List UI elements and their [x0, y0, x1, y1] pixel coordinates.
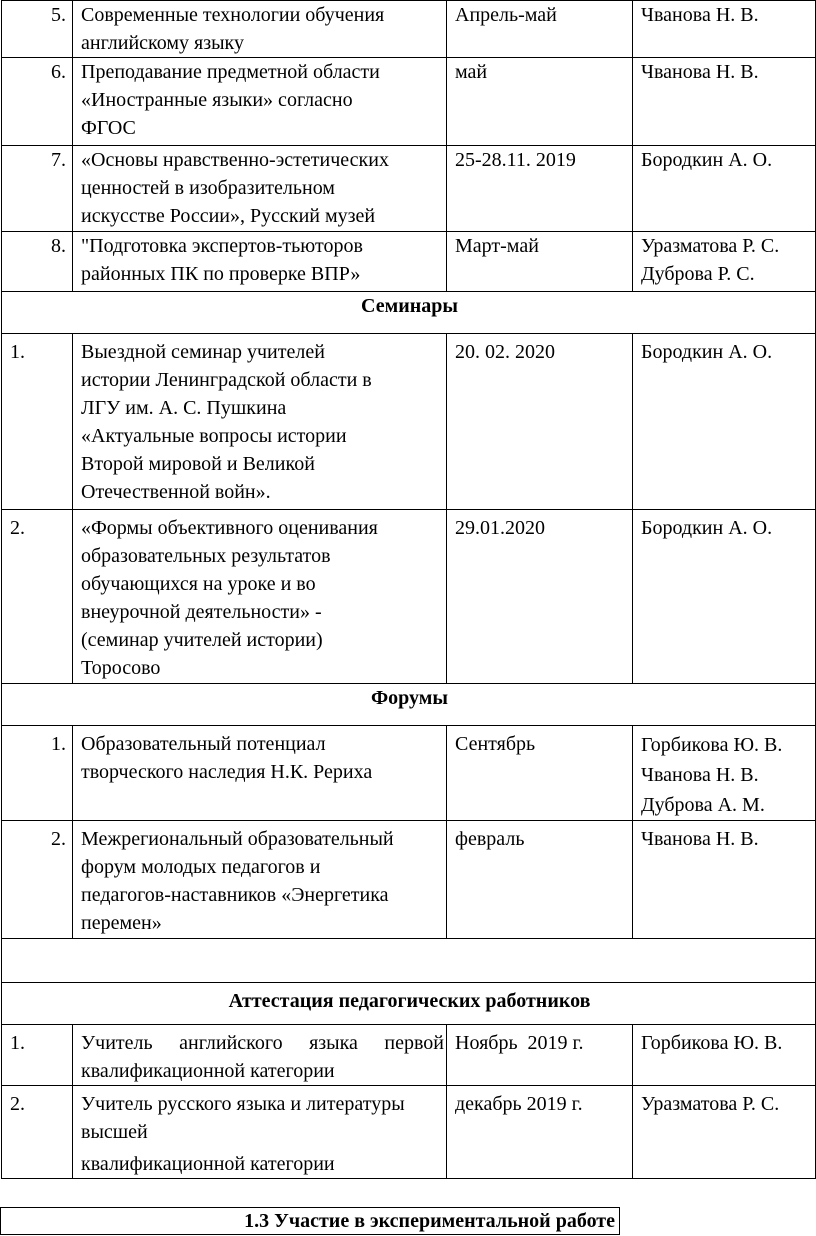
event-date: май — [447, 58, 633, 146]
event-responsible: Горбикова Ю. В. Чванова Н. В. Дуброва А. М. — [633, 726, 816, 821]
table-row — [2, 726, 816, 821]
table-row — [2, 510, 816, 684]
section-heading-row — [2, 292, 816, 334]
event-responsible: Горбикова Ю. В. — [633, 1025, 816, 1086]
event-date: 20. 02. 2020 — [447, 334, 633, 510]
section-heading-row — [2, 684, 816, 726]
events-table — [1, 0, 816, 1179]
event-title: Выездной семинар учителей истории Ленинградской области в ЛГУ им. А. С. Пушкина «Актуальные вопросы истории Второй мировой и Великой Отечественной войн». — [73, 334, 447, 510]
event-responsible: Бородкин А. О. — [633, 146, 816, 232]
event-date: Ноябрь 2019 г. — [447, 1025, 633, 1086]
row-number: 1. — [2, 726, 73, 821]
table-row — [2, 821, 816, 939]
row-number: 2. — [2, 1086, 73, 1179]
event-responsible: Чванова Н. В. — [633, 58, 816, 146]
event-title: «Основы нравственно-эстетических ценностей в изобразительном искусстве России», Русский музей — [73, 146, 447, 232]
event-title: Межрегиональный образовательный форум молодых педагогов и педагогов-наставников «Энергетика перемен» — [73, 821, 447, 939]
event-responsible: Бородкин А. О. — [633, 510, 816, 684]
event-responsible: Чванова Н. В. — [633, 821, 816, 939]
event-date: Апрель-май — [447, 1, 633, 58]
event-date: февраль — [447, 821, 633, 939]
event-title: Учитель русского языка и литературы высшей квалификационной категории — [73, 1086, 447, 1179]
event-title: «Формы объективного оценивания образовательных результатов обучающихся на уроке и во внеурочной деятельности» - (семинар учителей истории) Торосово — [73, 510, 447, 684]
row-number: 1. — [2, 334, 73, 510]
event-date: 29.01.2020 — [447, 510, 633, 684]
section-heading-attestation: Аттестация педагогических работников — [2, 983, 816, 1025]
event-responsible: Чванова Н. В. — [633, 1, 816, 58]
section-heading-forums: Форумы — [2, 684, 816, 726]
event-responsible: Уразматова Р. С. Дуброва Р. С. — [633, 232, 816, 292]
event-title: "Подготовка экспертов-тьюторов районных ПК по проверке ВПР» — [73, 232, 447, 292]
section-heading-seminars: Семинары — [2, 292, 816, 334]
row-number: 2. — [2, 510, 73, 684]
empty-cell — [2, 939, 816, 983]
table-row — [2, 1025, 816, 1086]
event-responsible: Бородкин А. О. — [633, 334, 816, 510]
event-title: Современные технологии обучения английскому языку — [73, 1, 447, 58]
row-number: 5. — [2, 1, 73, 58]
table-row — [2, 232, 816, 292]
event-responsible: Уразматова Р. С. — [633, 1086, 816, 1179]
event-title: Образовательный потенциал творческого наследия Н.К. Рериха — [73, 726, 447, 821]
section-heading-experimental-work: 1.3 Участие в экспериментальной работе — [0, 1207, 620, 1235]
event-title: Преподавание предметной области «Иностранные языки» согласно ФГОС — [73, 58, 447, 146]
event-date: Сентябрь — [447, 726, 633, 821]
event-title: Учитель английского языка первой квалификационной категории — [73, 1025, 447, 1086]
section-heading-row — [2, 983, 816, 1025]
row-number: 6. — [2, 58, 73, 146]
row-number: 2. — [2, 821, 73, 939]
event-date: декабрь 2019 г. — [447, 1086, 633, 1179]
row-number: 8. — [2, 232, 73, 292]
event-date: Март-май — [447, 232, 633, 292]
table-row — [2, 334, 816, 510]
row-number: 1. — [2, 1025, 73, 1086]
row-number: 7. — [2, 146, 73, 232]
table-row — [2, 146, 816, 232]
table-row — [2, 58, 816, 146]
event-date: 25-28.11. 2019 — [447, 146, 633, 232]
empty-row — [2, 939, 816, 983]
table-row — [2, 1, 816, 58]
table-row — [2, 1086, 816, 1179]
